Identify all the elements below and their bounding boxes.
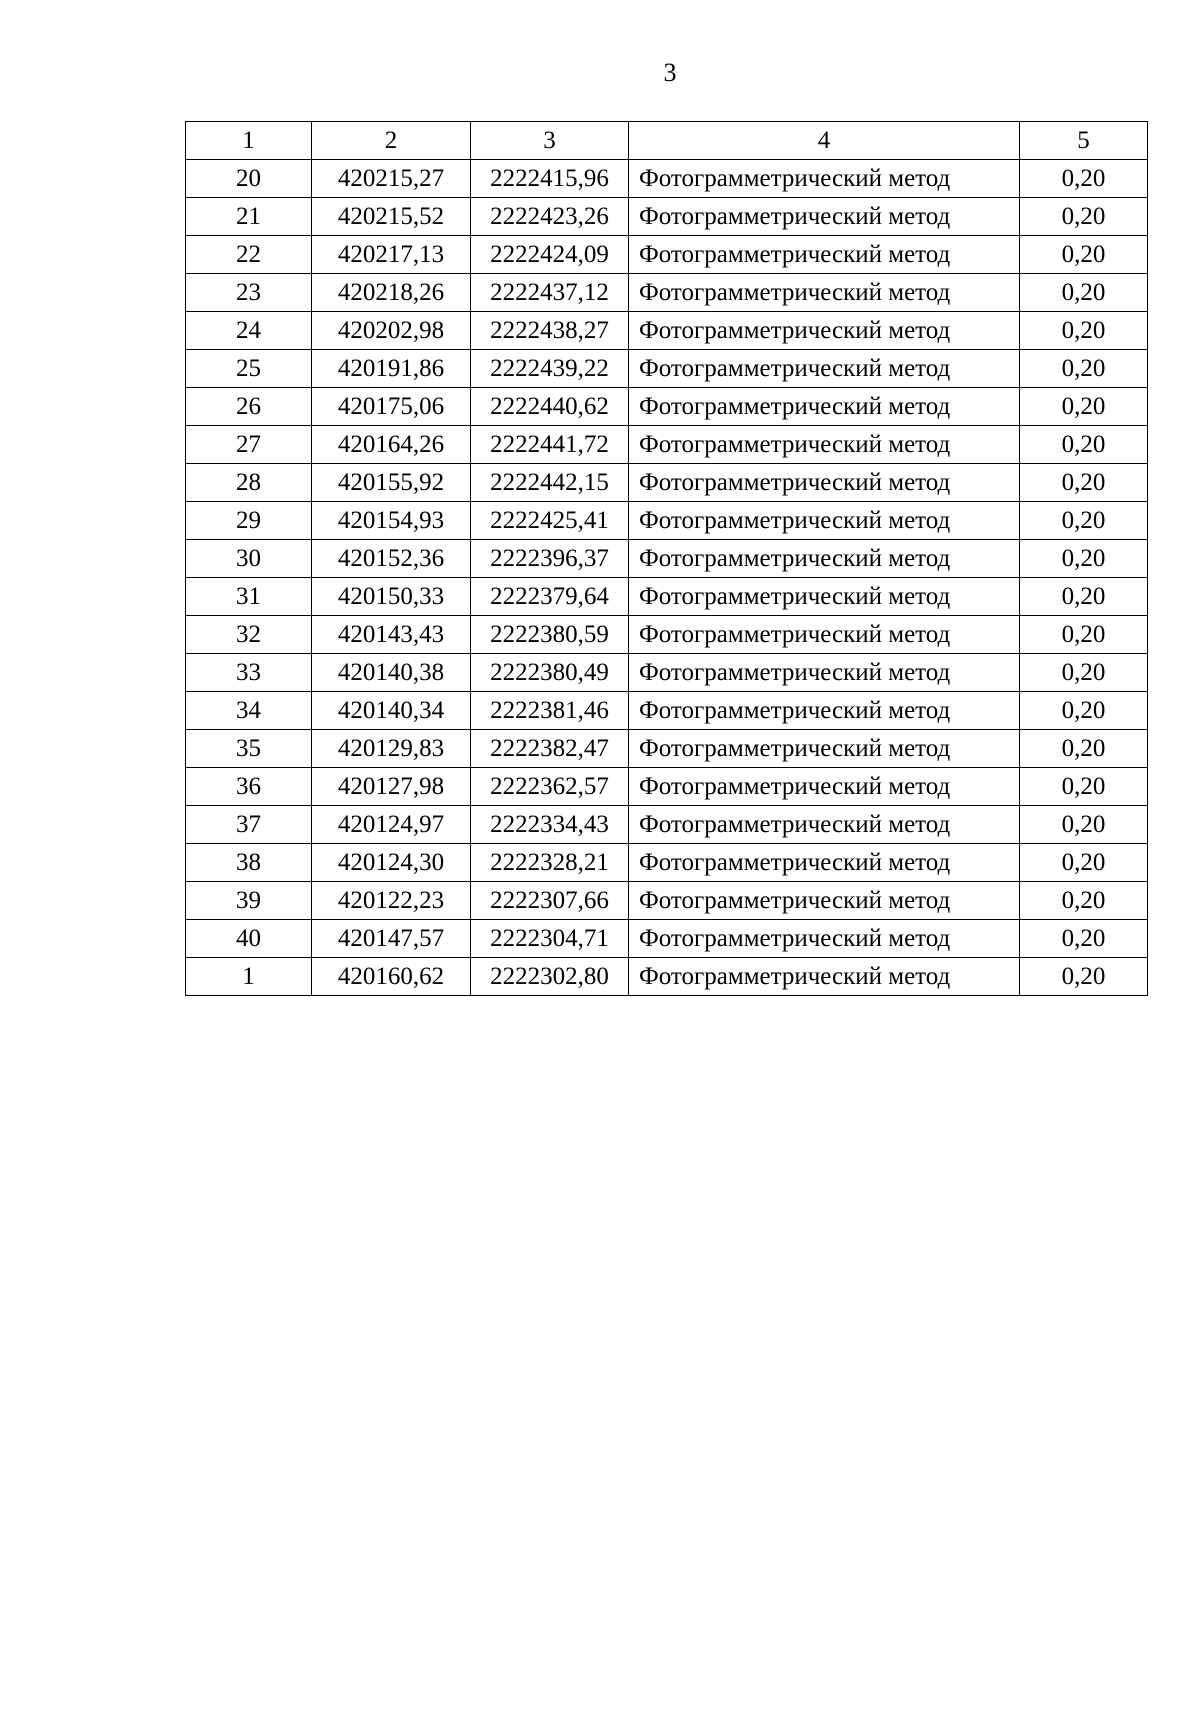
x-coordinate-cell: 420143,43: [312, 616, 471, 654]
table-row: [186, 844, 1148, 882]
y-coordinate-cell: 2222381,46: [471, 692, 629, 730]
y-coordinate-cell: 2222380,49: [471, 654, 629, 692]
x-coordinate-cell: 420140,38: [312, 654, 471, 692]
accuracy-cell: 0,20: [1020, 464, 1148, 502]
method-cell: Фотограмметрический метод: [629, 768, 1020, 806]
x-coordinate-cell: 420122,23: [312, 882, 471, 920]
method-cell: Фотограмметрический метод: [629, 540, 1020, 578]
table-row: [186, 312, 1148, 350]
table-row: [186, 616, 1148, 654]
accuracy-cell: 0,20: [1020, 540, 1148, 578]
method-cell: Фотограмметрический метод: [629, 464, 1020, 502]
table-row: [186, 768, 1148, 806]
method-cell: Фотограмметрический метод: [629, 578, 1020, 616]
table-row: [186, 160, 1148, 198]
table-row: [186, 540, 1148, 578]
table-row: [186, 502, 1148, 540]
method-cell: Фотограмметрический метод: [629, 806, 1020, 844]
y-coordinate-cell: 2222334,43: [471, 806, 629, 844]
point-number-cell: 33: [186, 654, 312, 692]
accuracy-cell: 0,20: [1020, 160, 1148, 198]
table-row: [186, 806, 1148, 844]
method-cell: Фотограмметрический метод: [629, 844, 1020, 882]
y-coordinate-cell: 2222437,12: [471, 274, 629, 312]
accuracy-cell: 0,20: [1020, 730, 1148, 768]
x-coordinate-cell: 420191,86: [312, 350, 471, 388]
x-coordinate-cell: 420215,52: [312, 198, 471, 236]
point-number-cell: 23: [186, 274, 312, 312]
point-number-cell: 30: [186, 540, 312, 578]
y-coordinate-cell: 2222307,66: [471, 882, 629, 920]
method-cell: Фотограмметрический метод: [629, 502, 1020, 540]
method-cell: Фотограмметрический метод: [629, 312, 1020, 350]
x-coordinate-cell: 420202,98: [312, 312, 471, 350]
accuracy-cell: 0,20: [1020, 350, 1148, 388]
y-coordinate-cell: 2222441,72: [471, 426, 629, 464]
y-coordinate-cell: 2222425,41: [471, 502, 629, 540]
x-coordinate-cell: 420155,92: [312, 464, 471, 502]
table-header: [186, 122, 1148, 160]
accuracy-cell: 0,20: [1020, 692, 1148, 730]
accuracy-cell: 0,20: [1020, 426, 1148, 464]
accuracy-cell: 0,20: [1020, 920, 1148, 958]
header-cell-3: 3: [471, 122, 629, 160]
method-cell: Фотограмметрический метод: [629, 920, 1020, 958]
method-cell: Фотограмметрический метод: [629, 236, 1020, 274]
y-coordinate-cell: 2222438,27: [471, 312, 629, 350]
table-row: [186, 198, 1148, 236]
accuracy-cell: 0,20: [1020, 958, 1148, 996]
point-number-cell: 32: [186, 616, 312, 654]
y-coordinate-cell: 2222328,21: [471, 844, 629, 882]
table-row: [186, 578, 1148, 616]
header-cell-2: 2: [312, 122, 471, 160]
x-coordinate-cell: 420217,13: [312, 236, 471, 274]
accuracy-cell: 0,20: [1020, 616, 1148, 654]
x-coordinate-cell: 420124,97: [312, 806, 471, 844]
page-number: 3: [663, 58, 677, 87]
method-cell: Фотограмметрический метод: [629, 616, 1020, 654]
x-coordinate-cell: 420154,93: [312, 502, 471, 540]
point-number-cell: 28: [186, 464, 312, 502]
coordinates-table: [185, 121, 1148, 996]
method-cell: Фотограмметрический метод: [629, 654, 1020, 692]
x-coordinate-cell: 420218,26: [312, 274, 471, 312]
accuracy-cell: 0,20: [1020, 236, 1148, 274]
method-cell: Фотограмметрический метод: [629, 426, 1020, 464]
method-cell: Фотограмметрический метод: [629, 350, 1020, 388]
table-row: [186, 692, 1148, 730]
header-cell-1: 1: [186, 122, 312, 160]
point-number-cell: 37: [186, 806, 312, 844]
point-number-cell: 36: [186, 768, 312, 806]
method-cell: Фотограмметрический метод: [629, 882, 1020, 920]
method-cell: Фотограмметрический метод: [629, 958, 1020, 996]
y-coordinate-cell: 2222439,22: [471, 350, 629, 388]
x-coordinate-cell: 420175,06: [312, 388, 471, 426]
table-row: [186, 654, 1148, 692]
header-row: [186, 122, 1148, 160]
table-row: [186, 350, 1148, 388]
point-number-cell: 40: [186, 920, 312, 958]
method-cell: Фотограмметрический метод: [629, 198, 1020, 236]
method-cell: Фотограмметрический метод: [629, 692, 1020, 730]
y-coordinate-cell: 2222302,80: [471, 958, 629, 996]
method-cell: Фотограмметрический метод: [629, 388, 1020, 426]
point-number-cell: 25: [186, 350, 312, 388]
y-coordinate-cell: 2222380,59: [471, 616, 629, 654]
point-number-cell: 27: [186, 426, 312, 464]
point-number-cell: 21: [186, 198, 312, 236]
x-coordinate-cell: 420129,83: [312, 730, 471, 768]
method-cell: Фотограмметрический метод: [629, 274, 1020, 312]
point-number-cell: 26: [186, 388, 312, 426]
x-coordinate-cell: 420160,62: [312, 958, 471, 996]
y-coordinate-cell: 2222442,15: [471, 464, 629, 502]
table-body: [186, 160, 1148, 996]
point-number-cell: 34: [186, 692, 312, 730]
table-row: [186, 920, 1148, 958]
table-row: [186, 426, 1148, 464]
header-cell-4: 4: [629, 122, 1020, 160]
accuracy-cell: 0,20: [1020, 312, 1148, 350]
header-cell-5: 5: [1020, 122, 1148, 160]
y-coordinate-cell: 2222379,64: [471, 578, 629, 616]
table-row: [186, 274, 1148, 312]
accuracy-cell: 0,20: [1020, 388, 1148, 426]
table-row: [186, 730, 1148, 768]
y-coordinate-cell: 2222415,96: [471, 160, 629, 198]
point-number-cell: 31: [186, 578, 312, 616]
table-row: [186, 958, 1148, 996]
table-row: [186, 236, 1148, 274]
point-number-cell: 39: [186, 882, 312, 920]
point-number-cell: 20: [186, 160, 312, 198]
accuracy-cell: 0,20: [1020, 578, 1148, 616]
point-number-cell: 1: [186, 958, 312, 996]
y-coordinate-cell: 2222424,09: [471, 236, 629, 274]
y-coordinate-cell: 2222423,26: [471, 198, 629, 236]
accuracy-cell: 0,20: [1020, 198, 1148, 236]
accuracy-cell: 0,20: [1020, 882, 1148, 920]
method-cell: Фотограмметрический метод: [629, 730, 1020, 768]
point-number-cell: 38: [186, 844, 312, 882]
y-coordinate-cell: 2222362,57: [471, 768, 629, 806]
accuracy-cell: 0,20: [1020, 768, 1148, 806]
table-row: [186, 464, 1148, 502]
point-number-cell: 29: [186, 502, 312, 540]
method-cell: Фотограмметрический метод: [629, 160, 1020, 198]
x-coordinate-cell: 420140,34: [312, 692, 471, 730]
y-coordinate-cell: 2222440,62: [471, 388, 629, 426]
x-coordinate-cell: 420152,36: [312, 540, 471, 578]
point-number-cell: 35: [186, 730, 312, 768]
x-coordinate-cell: 420215,27: [312, 160, 471, 198]
x-coordinate-cell: 420127,98: [312, 768, 471, 806]
accuracy-cell: 0,20: [1020, 844, 1148, 882]
x-coordinate-cell: 420124,30: [312, 844, 471, 882]
accuracy-cell: 0,20: [1020, 502, 1148, 540]
table-row: [186, 388, 1148, 426]
accuracy-cell: 0,20: [1020, 806, 1148, 844]
x-coordinate-cell: 420164,26: [312, 426, 471, 464]
table-row: [186, 882, 1148, 920]
point-number-cell: 24: [186, 312, 312, 350]
accuracy-cell: 0,20: [1020, 654, 1148, 692]
point-number-cell: 22: [186, 236, 312, 274]
y-coordinate-cell: 2222382,47: [471, 730, 629, 768]
x-coordinate-cell: 420147,57: [312, 920, 471, 958]
y-coordinate-cell: 2222396,37: [471, 540, 629, 578]
y-coordinate-cell: 2222304,71: [471, 920, 629, 958]
x-coordinate-cell: 420150,33: [312, 578, 471, 616]
accuracy-cell: 0,20: [1020, 274, 1148, 312]
